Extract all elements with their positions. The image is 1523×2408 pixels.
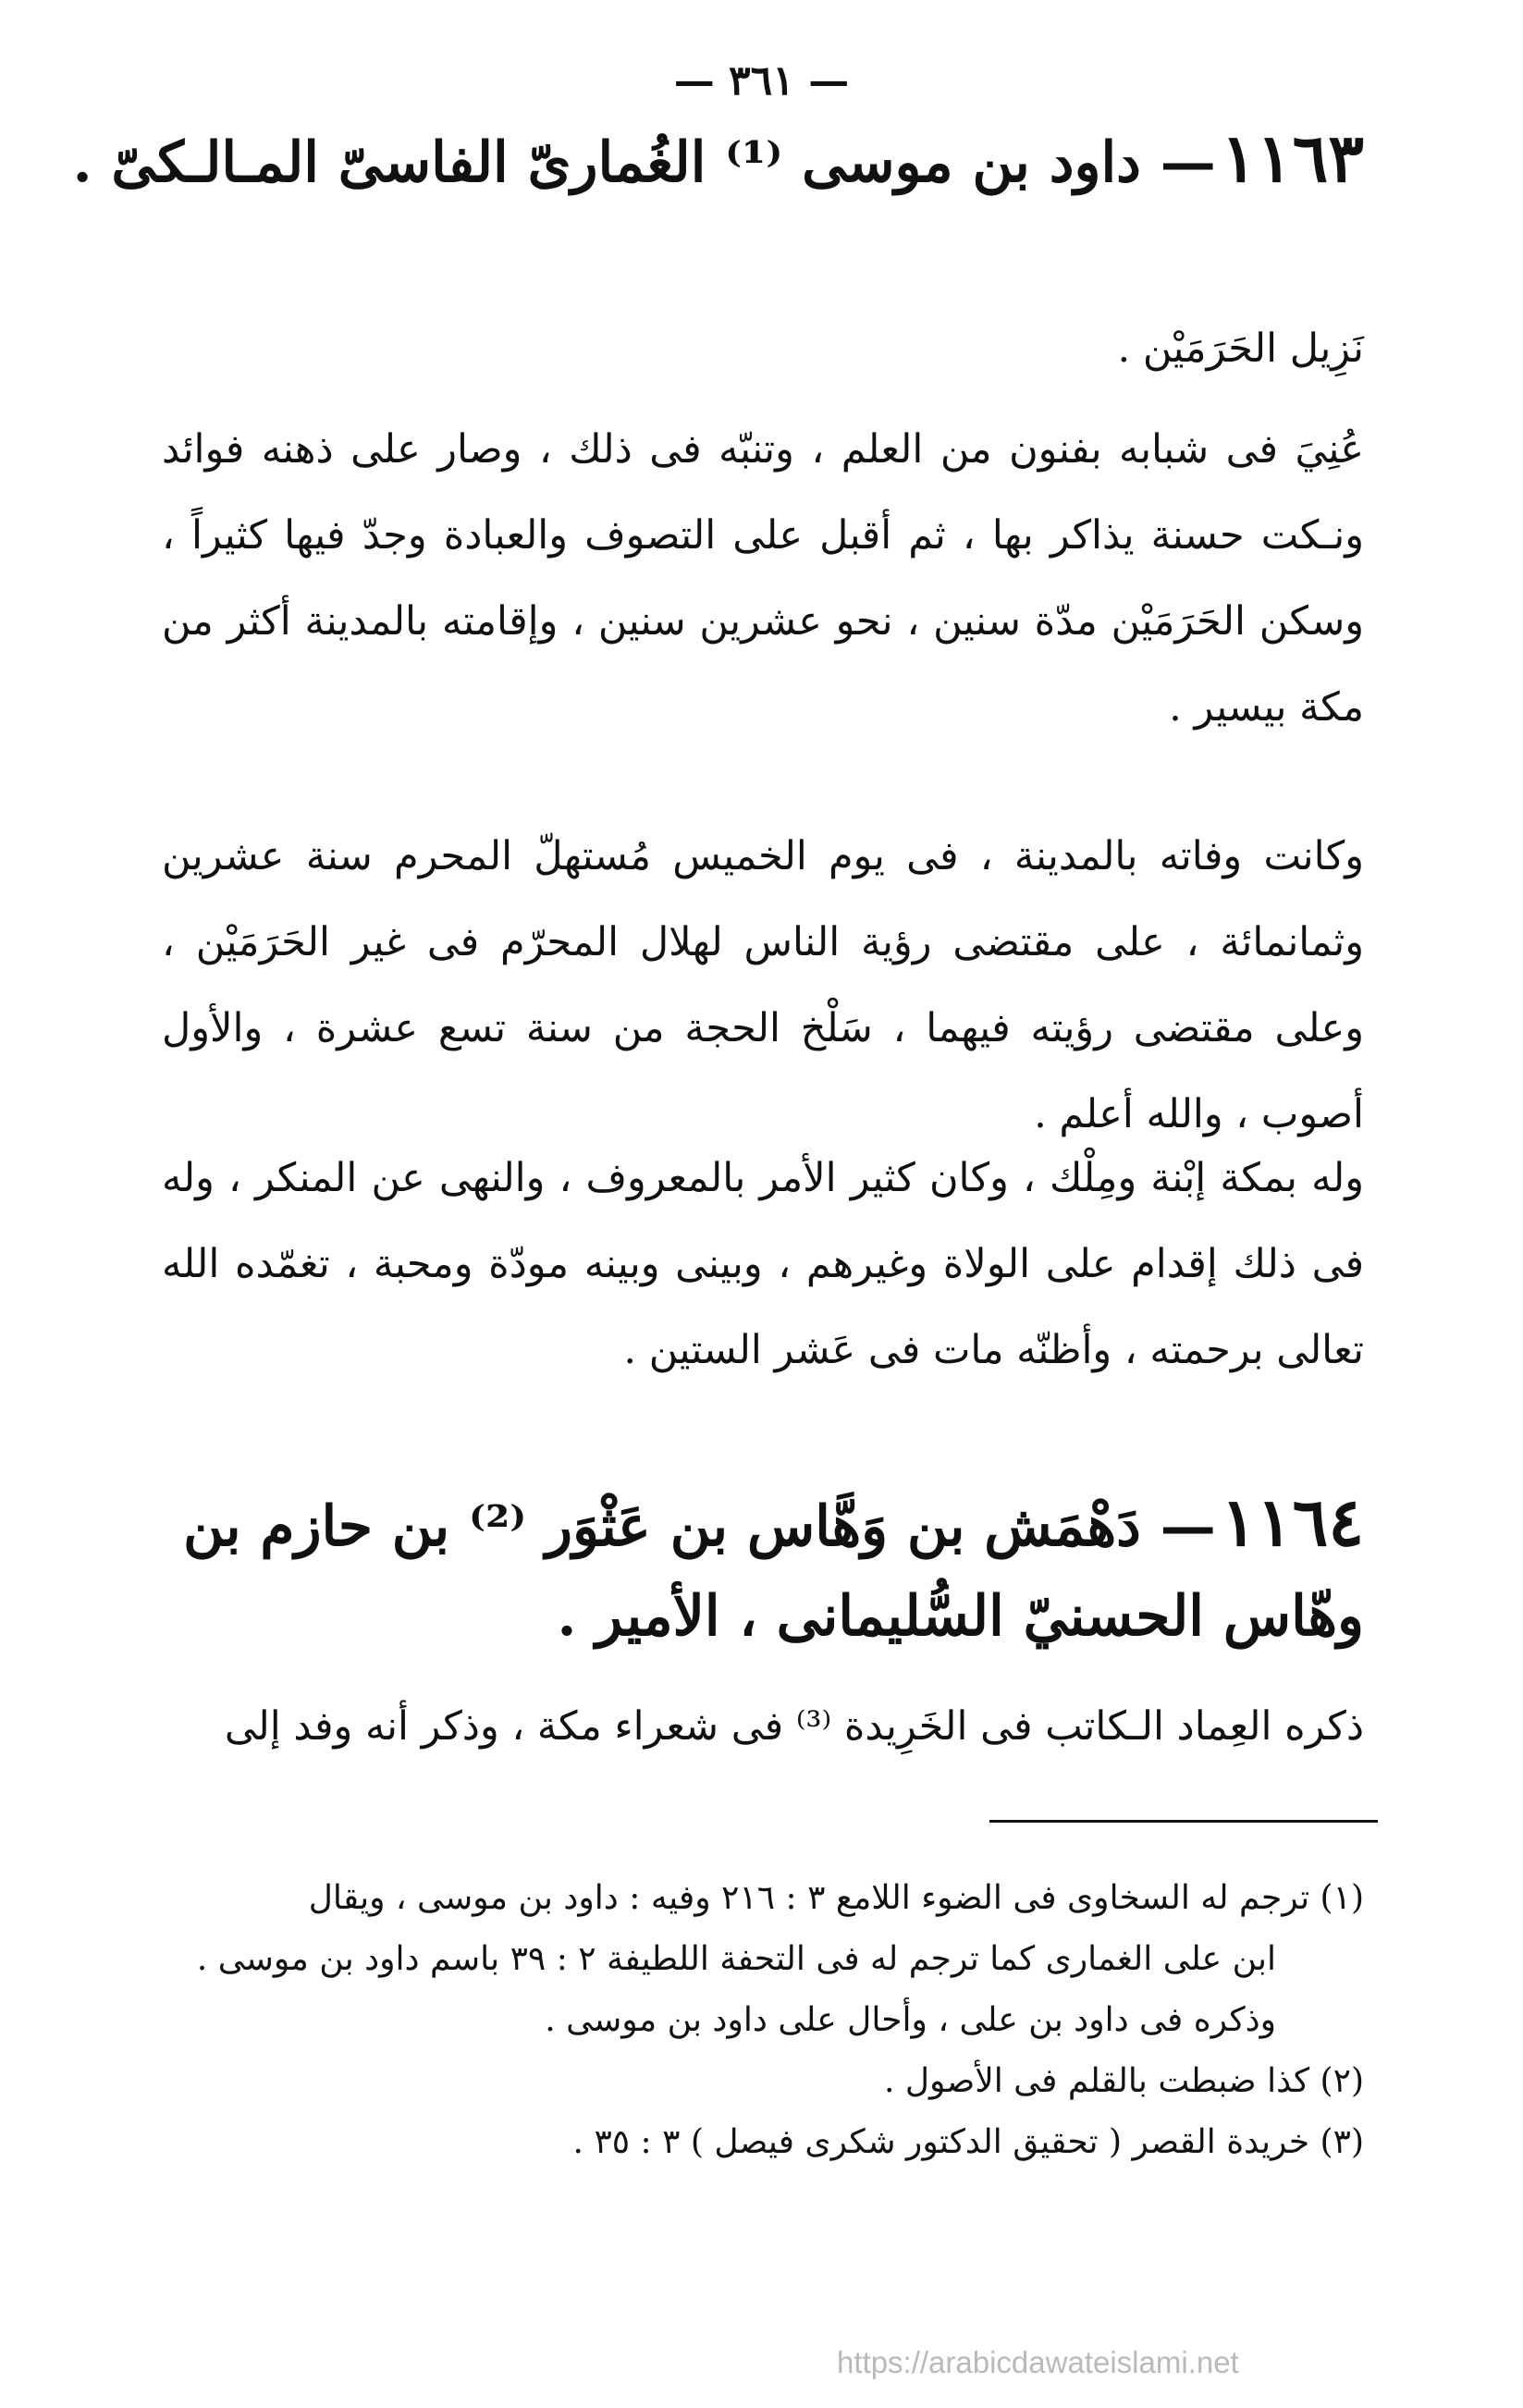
footnote-1-continuation: وذكره فى داود بن على ، وأحال على داود بن موسى . bbox=[545, 2001, 1276, 2039]
entry-number: ١١٦٣ bbox=[1221, 118, 1364, 197]
entry-heading-1163 bbox=[72, 118, 1364, 198]
footnote-1-continuation: ابن على الغمارى كما ترجم له فى التحفة اللطيفة ٢ : ٣٩ باسم داود بن موسى . bbox=[196, 1940, 1276, 1978]
paragraph-4: وله بمكة إبْنة ومِلْك ، وكان كثير الأمر بالمعروف ، والنهى عن المنكر ، وله فى ذلك إقدام على الولاة وغيرهم ، وبينى وبينه مودّة ومحبة ، تغمّده الله تعالى برحمته ، وأظنّه مات فى عَشر الستين . bbox=[162, 1155, 1364, 1373]
paragraph-1: نَزِيل الحَرَمَيْن . bbox=[1117, 326, 1364, 372]
page-number: — ٣٦١ — bbox=[673, 57, 850, 104]
footnote-divider bbox=[989, 1820, 1378, 1823]
entry-name: — دَهْمَش بن وَهَّاس بن عَثْوَر ⁽²⁾ بن حازم بن وهّاس الحسنيّ السُّليمانى ، الأمير . bbox=[183, 1494, 1364, 1649]
paragraph-5: ذكره العِماد الـكاتب فى الخَرِيدة ⁽³⁾ فى شعراء مكة ، وذكر أنه وفد إلى bbox=[224, 1703, 1364, 1750]
footnote-2: (٢) كذا ضبطت بالقلم فى الأصول . bbox=[883, 2062, 1364, 2100]
footnotes bbox=[162, 1868, 1364, 2173]
footnote-1: (١) ترجم له السخاوى فى الضوء اللامع ٣ : ٢١٦ وفيه : داود بن موسى ، ويقال bbox=[308, 1879, 1364, 1917]
footnote-3: (٣) خريدة القصر ( تحقيق الدكتور شكرى فيصل ) ٣ : ٣٥ . bbox=[572, 2123, 1364, 2161]
watermark: https://arabicdawateislami.net bbox=[837, 2345, 1239, 2379]
entry-heading-1164 bbox=[162, 1470, 1364, 1660]
paragraph-3: وكانت وفاته بالمدينة ، فى يوم الخميس مُستهلّ المحرم سنة عشرين وثمانمائة ، على مقتضى رؤية الناس لهلال المحرّم فى غير الحَرَمَيْن ، وعلى مقتضى رؤيته فيهما ، سَلْخ الحجة من سنة تسع عشرة ، والأول أصوب ، والله أعلم . bbox=[162, 833, 1364, 1137]
paragraph-2: عُنِيَ فى شبابه بفنون من العلم ، وتنبّه فى ذلك ، وصار على ذهنه فوائد ونـكت حسنة يذاكر بها ، ثم أقبل على التصوف والعبادة وجدّ فيها كثيراً ، وسكن الحَرَمَيْن مدّة سنين ، نحو عشرين سنين ، وإقامته بالمدينة أكثر من مكة بيسير . bbox=[162, 426, 1364, 731]
entry-name: — داود بن موسى ⁽¹⁾ الغُمارىّ الفاسىّ المـالـكىّ . bbox=[72, 130, 1216, 195]
entry-number: ١١٦٤ bbox=[1221, 1482, 1364, 1561]
